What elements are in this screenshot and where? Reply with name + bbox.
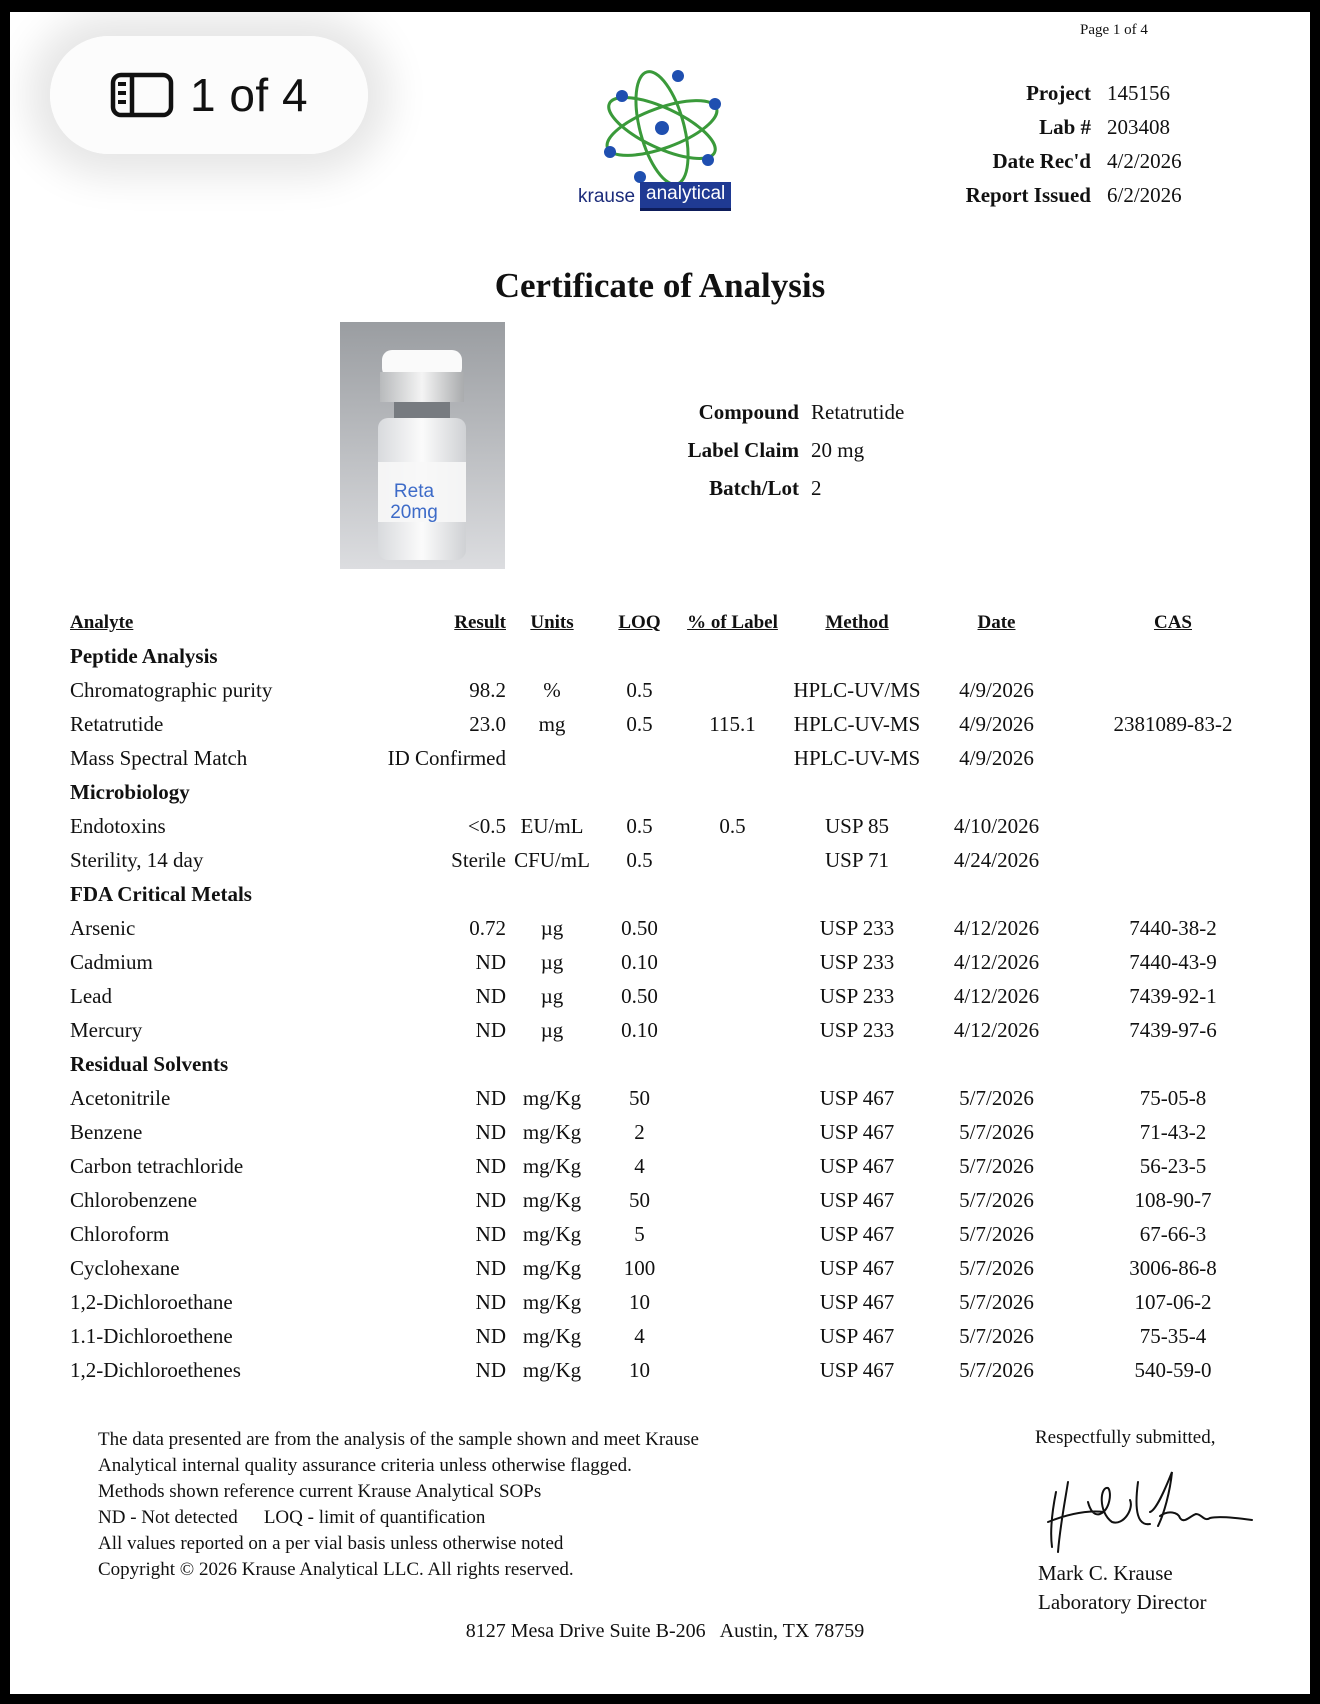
cell-percent-label: 0.5 [719,813,746,838]
note-line: Analytical internal quality assurance criteria unless otherwise flagged. [98,1455,632,1476]
cell-method: USP 467 [819,1255,895,1280]
cell-result: 98.2 [469,677,506,702]
section-title: Microbiology [70,779,190,804]
cell-result: ND [475,1017,506,1042]
note-line: Methods shown reference current Krause Analytical SOPs [98,1481,542,1502]
cell-units: mg [538,711,566,736]
nd-note: ND - Not detected [98,1507,238,1528]
cell-cas: 2381089-83-2 [1113,711,1233,736]
cell-loq: 50 [629,1187,650,1212]
results-body [68,639,1283,1387]
cell-date: 4/9/2026 [959,677,1034,702]
cell-method: USP 467 [819,1221,895,1246]
cell-date: 4/12/2026 [953,949,1040,974]
cell-percent-label: 115.1 [709,711,756,736]
cell-method: USP 233 [819,915,895,940]
table-row [68,1353,1283,1387]
cell-percent-label [681,911,784,945]
signature [1038,1452,1258,1562]
section-header-row [68,877,1283,911]
results-table [68,607,1283,1387]
cell-cas: 7440-43-9 [1129,949,1217,974]
section-header-row [68,775,1283,809]
table-row [68,911,1283,945]
section-title: Peptide Analysis [70,643,218,668]
cell-date: 4/12/2026 [953,1017,1040,1042]
cell-date: 4/12/2026 [953,915,1040,940]
cell-percent-label [681,979,784,1013]
cell-cas [1063,809,1283,843]
logo-wordmark [570,182,731,211]
cell-date: 4/9/2026 [959,745,1034,770]
meta-value: 6/2/2026 [1107,182,1182,207]
cell-date: 5/7/2026 [959,1323,1034,1348]
compound-value: Retatrutide [811,399,905,424]
loq-note: LOQ - limit of quantification [263,1507,486,1528]
cell-method: USP 467 [819,1187,895,1212]
cell-percent-label [681,1013,784,1047]
cell-method: USP 233 [819,983,895,1008]
batch-lot-row [630,469,904,507]
address-city: Austin, TX 78759 [719,1620,865,1642]
cell-loq: 2 [634,1119,645,1144]
cell-analyte: Mercury [70,1017,143,1042]
signer-block [1038,1559,1207,1617]
cell-cas: 75-05-8 [1139,1085,1207,1110]
meta-label: Report Issued [965,182,1091,207]
meta-report-issued [935,178,1182,212]
cell-result: ND [475,1187,506,1212]
cell-analyte: Benzene [70,1119,143,1144]
respectfully-submitted: Respectfully submitted, [1035,1427,1216,1448]
cell-percent-label [681,1319,784,1353]
compound-row [630,393,904,431]
cell-percent-label [681,673,784,707]
cell-result: ND [475,1323,506,1348]
cell-date: 5/7/2026 [959,1255,1034,1280]
label-claim-value: 20 mg [811,437,865,462]
meta-value: 203408 [1107,114,1170,139]
cell-cas: 3006-86-8 [1129,1255,1217,1280]
cell-units: µg [540,983,564,1008]
header-method: Method [825,612,889,633]
cell-analyte: Carbon tetrachloride [70,1153,244,1178]
signer-name: Mark C. Krause [1038,1561,1173,1585]
cell-cas [1063,673,1283,707]
signer-title: Laboratory Director [1038,1590,1207,1614]
cell-date: 4/10/2026 [953,813,1040,838]
cell-cas: 107-06-2 [1134,1289,1212,1314]
cell-date: 5/7/2026 [959,1153,1034,1178]
table-row [68,707,1283,741]
atom-logo-icon [570,62,770,187]
cell-percent-label [681,843,784,877]
header-units: Units [530,612,574,633]
header-date: Date [977,612,1016,633]
cell-method: USP 467 [819,1323,895,1348]
table-row [68,1251,1283,1285]
cell-analyte: Acetonitrile [70,1085,171,1110]
cell-cas: 67-66-3 [1139,1221,1207,1246]
cell-analyte: 1.1-Dichloroethene [70,1323,233,1348]
cell-cas: 7439-97-6 [1129,1017,1217,1042]
cell-result: 23.0 [469,711,506,736]
project-meta [935,76,1182,212]
compound-info [630,393,904,507]
meta-label: Lab # [1039,114,1091,139]
cell-cas: 75-35-4 [1139,1323,1207,1348]
cell-loq: 4 [634,1153,645,1178]
pages-icon [110,72,174,118]
cell-cas: 7439-92-1 [1129,983,1217,1008]
header-result: Result [454,612,506,633]
cell-loq: 10 [629,1357,650,1382]
cell-analyte: Mass Spectral Match [70,745,248,770]
batch-lot-value: 2 [811,475,822,500]
cell-cas [1063,741,1283,775]
document-page [10,12,1310,1694]
cell-result: <0.5 [467,813,506,838]
table-row [68,673,1283,707]
cell-cas: 71-43-2 [1139,1119,1207,1144]
cell-analyte: Chlorobenzene [70,1187,198,1212]
cell-loq: 0.10 [621,949,658,974]
cell-result: ND [475,949,506,974]
cell-units: mg/Kg [522,1221,582,1246]
meta-project [935,76,1182,110]
krause-analytical-logo [570,62,770,212]
header-cas: CAS [1153,612,1192,633]
label-claim-label: Label Claim [687,437,799,462]
cell-method: HPLC-UV-MS [793,745,921,770]
cell-units: µg [540,915,564,940]
cell-result: ND [475,1255,506,1280]
cell-method: USP 71 [825,847,889,872]
cell-analyte: Arsenic [70,915,136,940]
vial-label-line1: Reta [393,481,435,502]
cell-loq: 0.5 [626,677,653,702]
abbreviation-line [98,1505,699,1531]
cell-loq: 4 [634,1323,645,1348]
cell-percent-label [681,1081,784,1115]
section-title: FDA Critical Metals [70,881,252,906]
label-claim-row [630,431,904,469]
cell-loq: 50 [629,1085,650,1110]
table-row [68,741,1283,775]
cell-analyte: Lead [70,983,112,1008]
cell-result: ND [475,1153,506,1178]
copyright-line: Copyright © 2026 Krause Analytical LLC. All rights reserved. [98,1559,574,1580]
table-row [68,1115,1283,1149]
meta-value: 145156 [1107,80,1170,105]
meta-value: 4/2/2026 [1107,148,1182,173]
page-number: Page 1 of 4 [1080,22,1148,38]
cell-method: USP 467 [819,1289,895,1314]
cell-date: 5/7/2026 [959,1085,1034,1110]
cell-method: USP 233 [819,1017,895,1042]
cell-units: % [543,677,561,702]
page-indicator-label: 1 of 4 [189,69,309,121]
cell-cas: 108-90-7 [1134,1187,1212,1212]
vial-label-line2: 20mg [390,502,438,523]
signature-icon [1038,1452,1258,1562]
cell-units: mg/Kg [522,1119,582,1144]
cell-cas [1063,843,1283,877]
cell-units: EU/mL [520,813,584,838]
cell-method: USP 467 [819,1357,895,1382]
compound-label: Compound [698,399,799,424]
cell-percent-label [681,1149,784,1183]
header-analyte: Analyte [70,612,134,633]
cell-method: USP 467 [819,1153,895,1178]
cell-loq: 5 [634,1221,645,1246]
vial-photo [340,322,505,569]
cell-method: HPLC-UV/MS [793,677,921,702]
table-row [68,1217,1283,1251]
cell-analyte: Cyclohexane [70,1255,180,1280]
cell-units: µg [540,1017,564,1042]
cell-percent-label [681,1183,784,1217]
section-header-row [68,639,1283,673]
cell-date: 4/9/2026 [959,711,1034,736]
cell-analyte: 1,2-Dichloroethane [70,1289,233,1314]
footer-notes [98,1427,699,1583]
cell-analyte: Cadmium [70,949,153,974]
note-line: All values reported on a per vial basis unless otherwise noted [98,1533,564,1554]
section-title: Residual Solvents [70,1051,229,1076]
meta-lab-number [935,110,1182,144]
cell-units: mg/Kg [522,1187,582,1212]
cell-result: ND [475,983,506,1008]
cell-units: mg/Kg [522,1255,582,1280]
cell-loq: 100 [623,1255,656,1280]
cell-result: ND [475,1221,506,1246]
cell-analyte: 1,2-Dichloroethenes [70,1357,241,1382]
cell-date: 5/7/2026 [959,1221,1034,1246]
cell-method: HPLC-UV-MS [793,711,921,736]
note-line: The data presented are from the analysis of the sample shown and meet Krause [98,1429,699,1450]
cell-loq: 10 [629,1289,650,1314]
cell-result: ID Confirmed [387,745,506,770]
cell-analyte: Chloroform [70,1221,170,1246]
table-row [68,1183,1283,1217]
table-row [68,1013,1283,1047]
cell-cas: 7440-38-2 [1129,915,1217,940]
cell-method: USP 233 [819,949,895,974]
cell-date: 5/7/2026 [959,1187,1034,1212]
logo-word-krause: krause [578,185,636,207]
cell-percent-label [681,1251,784,1285]
header-loq: LOQ [618,612,661,633]
cell-result: 0.72 [469,915,506,940]
cell-date: 4/12/2026 [953,983,1040,1008]
cell-units: mg/Kg [522,1323,582,1348]
cell-units: mg/Kg [522,1289,582,1314]
cell-percent-label [681,1217,784,1251]
table-header-row [68,607,1283,639]
cell-cas: 56-23-5 [1139,1153,1207,1178]
cell-percent-label [681,945,784,979]
cell-analyte: Chromatographic purity [70,677,273,702]
cell-date: 5/7/2026 [959,1119,1034,1144]
cell-result: ND [475,1119,506,1144]
table-row [68,979,1283,1013]
cell-percent-label [681,1115,784,1149]
table-row [68,1319,1283,1353]
cell-units [506,741,598,775]
header-percent-label: % of Label [687,612,778,633]
cell-method: USP 467 [819,1119,895,1144]
meta-date-received [935,144,1182,178]
cell-result: Sterile [451,847,506,872]
cell-loq: 0.5 [626,813,653,838]
cell-result: ND [475,1289,506,1314]
cell-percent-label [681,1285,784,1319]
table-row [68,809,1283,843]
table-row [68,1285,1283,1319]
cell-date: 4/24/2026 [953,847,1040,872]
cell-loq: 0.50 [621,983,658,1008]
cell-method: USP 467 [819,1085,895,1110]
cell-units: mg/Kg [522,1357,582,1382]
table-row [68,945,1283,979]
document-title: Certificate of Analysis [494,266,826,305]
cell-loq: 0.50 [621,915,658,940]
cell-units: mg/Kg [522,1153,582,1178]
cell-loq [598,741,681,775]
lab-address [10,1620,1310,1643]
cell-result: ND [475,1357,506,1382]
cell-date: 5/7/2026 [959,1289,1034,1314]
cell-method: USP 85 [825,813,889,838]
cell-loq: 0.5 [626,847,653,872]
page-indicator[interactable] [50,36,368,154]
cell-loq: 0.5 [626,711,653,736]
cell-percent-label [681,741,784,775]
logo-word-analytical: analytical [640,182,731,211]
cell-percent-label [681,1353,784,1387]
batch-lot-label: Batch/Lot [709,475,799,500]
meta-label: Date Rec'd [992,148,1091,173]
cell-analyte: Sterility, 14 day [70,847,204,872]
cell-cas: 540-59-0 [1134,1357,1212,1382]
cell-loq: 0.10 [621,1017,658,1042]
cell-analyte: Retatrutide [70,711,164,736]
table-row [68,1081,1283,1115]
cell-analyte: Endotoxins [70,813,166,838]
cell-units: mg/Kg [522,1085,582,1110]
section-header-row [68,1047,1283,1081]
meta-label: Project [1026,80,1091,105]
cell-result: ND [475,1085,506,1110]
address-street: 8127 Mesa Drive Suite B-206 [465,1620,706,1642]
cell-units: CFU/mL [514,847,590,872]
table-row [68,843,1283,877]
table-row [68,1149,1283,1183]
cell-units: µg [540,949,564,974]
cell-date: 5/7/2026 [959,1357,1034,1382]
